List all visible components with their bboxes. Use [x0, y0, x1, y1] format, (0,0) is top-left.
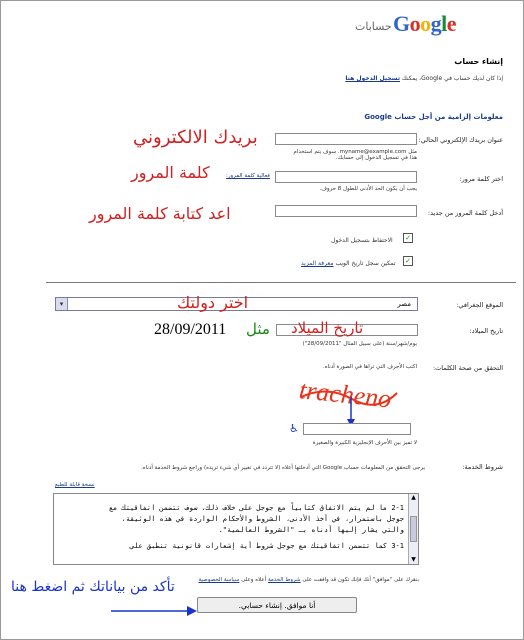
terms-box[interactable] — [53, 493, 419, 565]
password-confirm-label: أدخل كلمة المرور من جديد: — [427, 209, 503, 217]
scrollbar-thumb[interactable] — [410, 516, 417, 542]
web-history-checkbox[interactable]: ✓ — [403, 256, 413, 266]
terms-of-service-link[interactable]: شروط الخدمة — [267, 577, 301, 583]
password-hint: يجب أن يكون الحد الأدنى للطول 8 حروف. — [319, 186, 417, 192]
terms-scrollbar[interactable] — [408, 494, 418, 564]
terms-line: 2-1 ما لم يتم الاتفاق كتابياً مع جوجل على خلاف ذلك، سوف تتضمن اتفاقيتك مع — [108, 504, 404, 512]
password-annotation: كلمة المرور — [131, 163, 210, 182]
captcha-label: التحقق من صحة الكلمات: — [432, 364, 503, 372]
password-confirm-annotation: اعد كتابة كلمة المرور — [89, 204, 231, 223]
remember-checkbox[interactable]: ✓ — [403, 233, 413, 243]
birthday-label: تاريخ الميلاد: — [469, 327, 503, 335]
password-confirm-field[interactable] — [275, 205, 417, 217]
intro-text: إذا كان لديك حساب في Google، يمكنك تسجيل الدخول هنا — [345, 75, 503, 82]
remember-label: الاحتفاظ بتسجيل الدخول — [331, 237, 393, 244]
accounts-label: حسابات — [355, 20, 392, 33]
page-title: إنشاء حساب — [454, 57, 503, 66]
scroll-up-icon[interactable]: ▲ — [411, 494, 416, 501]
birthday-annotation: تاريخ الميلاد — [291, 319, 364, 337]
agreement-text: بنقرك على "موافق" أنك فإنك تكون قد وافقت على شروط الخدمة أعلاه وعلى سياسة الخصوصية — [198, 577, 419, 583]
password-strength: فعالية كلمة المرور: — [226, 173, 270, 179]
accessibility-icon[interactable]: ♿ — [289, 422, 299, 435]
email-hint: مثل myname@example.com. سوف يتم استخدام هذا في تسجيل الدخول إلى حسابك. — [293, 149, 417, 161]
create-account-button[interactable]: أنا موافق. إنشاء حسابي. — [197, 597, 357, 613]
privacy-policy-link[interactable]: سياسة الخصوصية — [198, 577, 240, 583]
location-value: مصر — [397, 300, 411, 308]
scroll-down-icon[interactable]: ▼ — [411, 556, 416, 563]
web-history-row: تمكين سجل تاريخ الويب معرفة المزيد — [301, 260, 396, 267]
email-label: عنوان بريدك الإلكتروني الحالي: — [418, 136, 503, 144]
password-label: اختر كلمة مرور: — [459, 175, 503, 183]
google-logo: Google — [393, 11, 457, 36]
terms-line: 3-1 كما تتضمن اتفاقيتك مع جوجل شروط أية إشعارات قانونية تنطبق على — [130, 542, 404, 550]
submit-arrow-icon — [111, 601, 197, 620]
captcha-hint: لا تميز بين الأحرف الإنجليزية الكبيرة والصغيرة — [312, 440, 417, 446]
email-field[interactable] — [275, 133, 417, 145]
terms-line: والتي يشار إليها أدناه بـ "الشروط العالمية". — [218, 526, 404, 534]
location-annotation: اختر دولتك — [177, 293, 249, 312]
birthday-example-word: مثل — [246, 320, 270, 338]
print-link[interactable]: نسخة قابلة للطبع — [55, 482, 95, 488]
section-divider — [46, 282, 516, 283]
password-field[interactable] — [275, 171, 417, 183]
captcha-field[interactable] — [303, 423, 411, 435]
terms-line: جوجل باستمرار، في أخذ الأدنى، الشروط والأحكام الواردة في هذه الوثيقة، — [121, 515, 404, 523]
sign-in-link[interactable]: تسجيل الدخول هنا — [345, 75, 400, 82]
submit-annotation: تأكد من بياناتك ثم اضغط هنا — [11, 579, 175, 595]
terms-label: شروط الخدمة: — [462, 463, 503, 471]
location-label: الموقع الجغرافي: — [456, 301, 503, 309]
captcha-text: tracheno — [297, 375, 393, 414]
birthday-hint: يوم/شهر/سنة (على سبيل المثال "28/09/2011") — [302, 341, 417, 347]
learn-more-link[interactable]: معرفة المزيد — [301, 260, 334, 267]
captcha-instruction: اكتب الأحرف التي تراها في الصورة أدناه. — [323, 364, 417, 370]
chevron-down-icon: ▾ — [56, 298, 68, 310]
email-annotation: بريدك الالكتروني — [133, 127, 258, 148]
birthday-example-date: 28/09/2011 — [154, 321, 227, 338]
section-required-heading: معلومات إلزامية من أجل حساب Google — [364, 113, 503, 121]
terms-intro: يرجى التحقق من المعلومات حساب Google التي أدخلتها أعلاه (لا تتردد في تغيير أي شيء تريده) وراجع شروط الخدمة أدناه. — [141, 465, 425, 471]
